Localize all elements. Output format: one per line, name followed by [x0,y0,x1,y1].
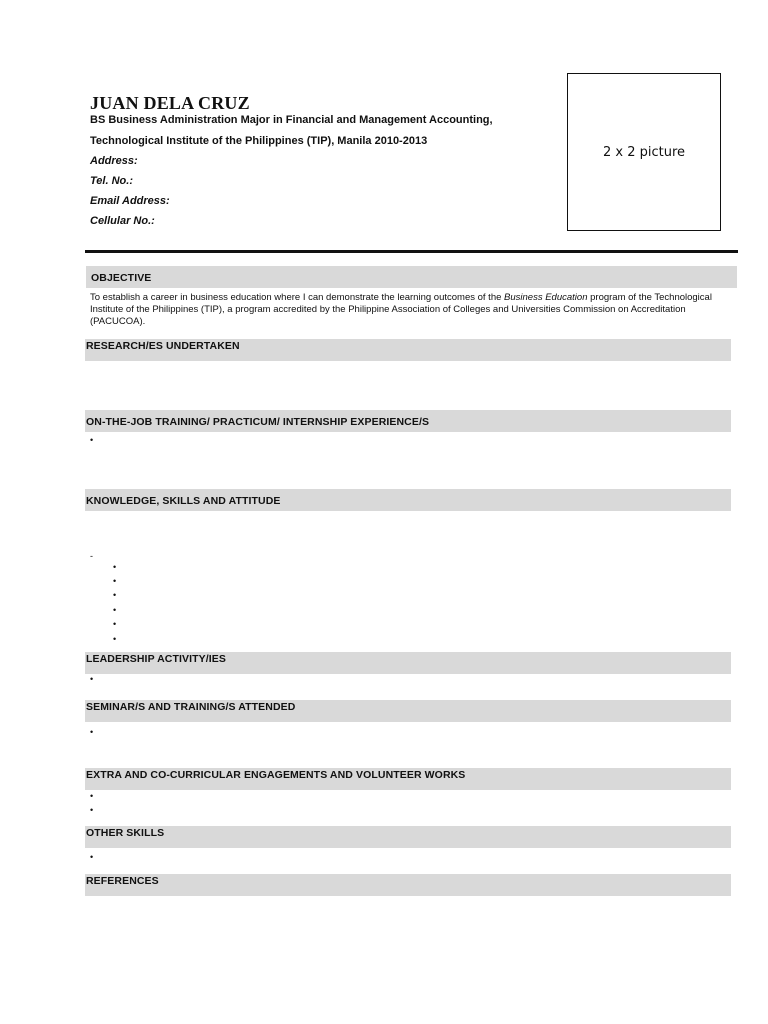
email-label: Email Address: [90,195,170,207]
research-heading [85,339,731,361]
objective-program-name: Business Education [504,292,588,303]
school-line: Technological Institute of the Philippines (TIP), Manila 2010-2013 [90,135,428,147]
ojt-heading [85,410,731,432]
leadership-heading [85,652,731,674]
objective-heading [86,266,737,288]
address-label: Address: [90,155,138,167]
other-skills-heading [85,826,731,848]
seminars-bullet: • [90,727,94,737]
ksa-bullet: • [113,634,117,644]
extra-heading [85,768,731,790]
references-heading [85,874,731,896]
header-divider [85,250,738,253]
tel-label: Tel. No.: [90,175,133,187]
ksa-bullet: • [113,605,117,615]
extra-bullet: • [90,791,94,801]
ksa-bullet: • [113,590,117,600]
extra-bullet: • [90,805,94,815]
photo-placeholder-label: 2 x 2 picture [602,144,686,160]
ksa-bullet: • [113,562,117,572]
ojt-bullet: • [90,435,94,445]
research-heading-text: RESEARCH/ES UNDERTAKEN [86,340,240,352]
ksa-heading-text: KNOWLEDGE, SKILLS AND ATTITUDE [86,495,281,507]
cellular-label: Cellular No.: [90,215,155,227]
objective-text [90,292,720,328]
extra-heading-text: EXTRA AND CO-CURRICULAR ENGAGEMENTS AND VOLUNTEER WORKS [86,769,466,781]
other-skills-heading-text: OTHER SKILLS [86,827,165,839]
seminars-heading-text: SEMINAR/S AND TRAINING/S ATTENDED [86,701,296,713]
photo-placeholder [567,73,721,231]
degree-line: BS Business Administration Major in Financial and Management Accounting, [90,114,493,126]
ksa-bullet: • [113,576,117,586]
ksa-heading [85,489,731,511]
ksa-dash: - [90,551,93,561]
objective-heading-text: OBJECTIVE [91,271,152,284]
objective-text-end: program of the Technological Institute of the Philippines (TIP), a program accredited by the Philippine Association of Colleges and Universities Commission on Accreditation (PACUCOA). [90,292,712,327]
ksa-bullet: • [113,619,117,629]
references-heading-text: REFERENCES [86,875,159,887]
applicant-name: JUAN DELA CRUZ [90,93,250,113]
leadership-heading-text: LEADERSHIP ACTIVITY/IES [86,653,226,665]
seminars-heading [85,700,731,722]
ojt-heading-text: ON-THE-JOB TRAINING/ PRACTICUM/ INTERNSHIP EXPERIENCE/S [86,416,430,428]
other-skills-bullet: • [90,852,94,862]
leadership-bullet: • [90,674,94,684]
objective-text-start: To establish a career in business education where I can demonstrate the learning outcomes of the [90,292,505,303]
